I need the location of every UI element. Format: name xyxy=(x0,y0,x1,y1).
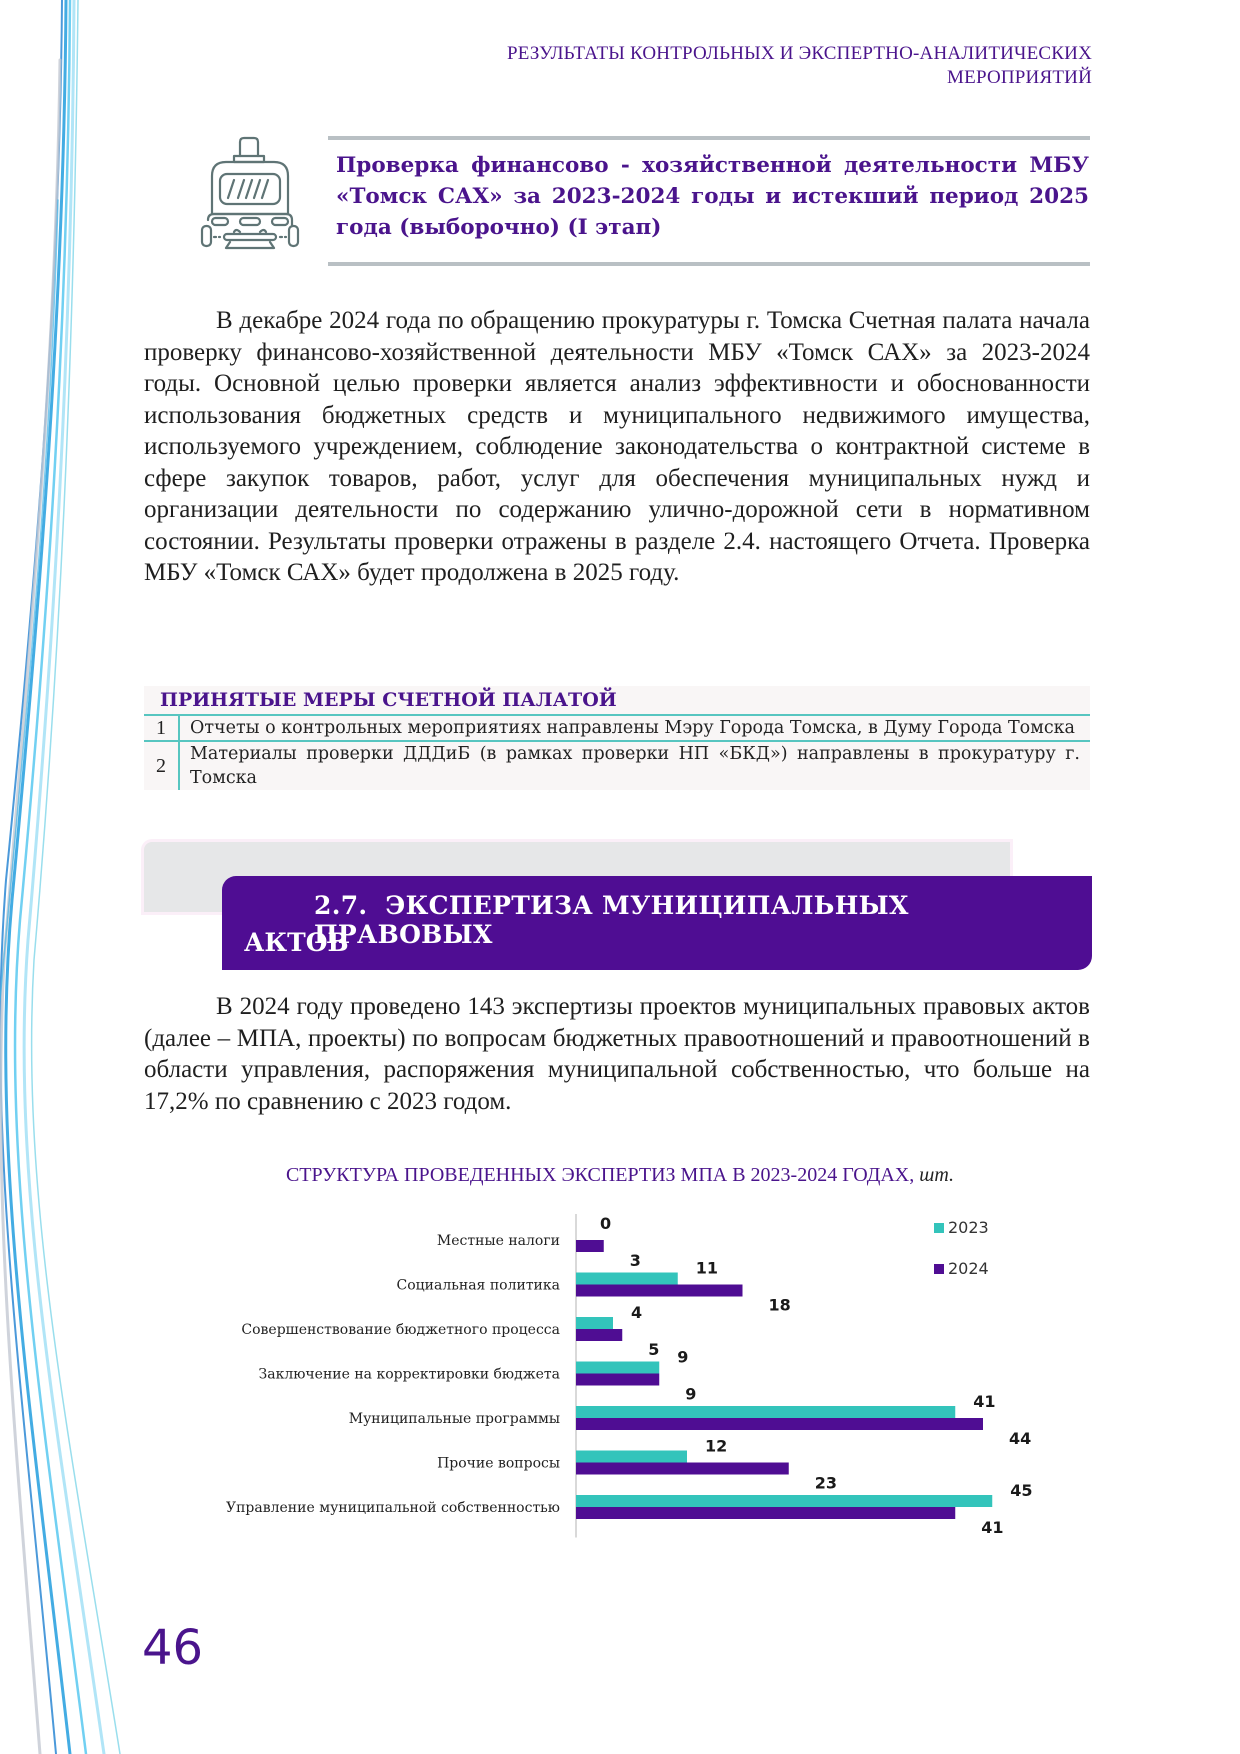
paragraph-expertise-summary xyxy=(144,991,1090,1117)
bar-2024 xyxy=(576,1418,983,1430)
measures-row-number: 2 xyxy=(144,742,180,790)
bar-2023 xyxy=(576,1273,678,1285)
measures-table xyxy=(144,686,1090,790)
legend-label-2024: 2024 xyxy=(948,1259,989,1278)
measures-row-text: Материалы проверки ДДДиБ (в рамках проверки НП «БКД») направлены в прокуратуру г. Томска xyxy=(190,744,1080,788)
bar-2024 xyxy=(576,1374,659,1386)
category-label: Местные налоги xyxy=(436,1233,560,1249)
bar-2024 xyxy=(576,1240,604,1252)
bar-2023 xyxy=(576,1495,992,1507)
bar-2023 xyxy=(576,1451,687,1463)
data-label-2023: 41 xyxy=(973,1392,996,1411)
chapter-title-line1: ЭКСПЕРТИЗА МУНИЦИПАЛЬНЫХ ПРАВОВЫХ xyxy=(314,891,909,949)
road-vehicle-icon xyxy=(196,136,304,254)
section-rule-bottom xyxy=(328,262,1090,266)
bar-2024 xyxy=(576,1329,622,1341)
data-label-2024: 9 xyxy=(685,1384,697,1404)
running-head xyxy=(507,42,1092,90)
paragraph-audit-description xyxy=(144,305,1090,589)
data-label-2024: 23 xyxy=(814,1473,838,1493)
bar-2024 xyxy=(576,1507,955,1519)
chart-title xyxy=(0,1164,1240,1187)
data-label-2024: 18 xyxy=(768,1295,791,1315)
paragraph-expertise-text: В 2024 году проведено 143 экспертизы проектов муниципальных правовых актов (далее – МПА, проекты) по вопросам бюджетных правоотношений и правоотношений в области управления, распоряжения муниципальной собственностью, что больше на 17,2% по сравнению с 2023 годом. xyxy=(144,993,1090,1115)
category-label: Прочие вопросы xyxy=(437,1455,560,1472)
measures-row xyxy=(144,716,1090,742)
category-label: Социальная политика xyxy=(396,1277,560,1294)
bar-2023 xyxy=(576,1362,659,1374)
data-label-2023: 4 xyxy=(631,1303,643,1322)
bar-2024 xyxy=(576,1463,789,1475)
measures-row-number: 1 xyxy=(144,716,180,740)
data-label-2023: 11 xyxy=(695,1258,719,1278)
bar-2023 xyxy=(576,1317,613,1329)
bar-2024 xyxy=(576,1285,743,1297)
section-rule-top xyxy=(328,136,1090,140)
measures-row-text: Отчеты о контрольных мероприятиях направлены Мэру Города Томска, в Думу Города Томска xyxy=(190,718,1075,738)
legend-swatch-2023 xyxy=(934,1223,944,1233)
section-title: Проверка финансово - хозяйственной деятельности МБУ «Томск САХ» за 2023-2024 годы и истекший период 2025 года (выборочно) (I этап) xyxy=(336,153,1089,240)
chapter-number: 2.7. xyxy=(314,891,368,920)
legend-swatch-2024 xyxy=(934,1264,944,1274)
data-label-2023: 12 xyxy=(705,1436,728,1456)
paragraph-audit-text: В декабре 2024 года по обращению прокуратуры г. Томска Счетная палата начала проверку финансово-хозяйственной деятельности МБУ «Томск САХ» за 2023-2024 годы. Основной целью проверки является анализ эффективности и обоснованности использования бюджетных средств и муниципального недвижимого имущества, используемого учреждением, соблюдение законодательства о контрактной системе в сфере закупок товаров, работ, услуг для обеспечения муниципальных нужд и организации деятельности по содержанию улично-дорожной сети в нормативном состоянии. Результаты проверки отражены в разделе 2.4. настоящего Отчета. Проверка МБУ «Томск САХ» будет продолжена в 2025 году. xyxy=(144,307,1090,586)
expertise-structure-bar-chart xyxy=(150,1212,1100,1552)
category-label: Совершенствование бюджетного процесса xyxy=(241,1322,560,1338)
data-label-2024: 3 xyxy=(629,1251,641,1270)
category-label: Муниципальные программы xyxy=(348,1411,560,1427)
chapter-banner xyxy=(222,876,1092,970)
category-label: Управление муниципальной собственностью xyxy=(225,1500,560,1516)
data-label-2023: 45 xyxy=(1010,1481,1033,1500)
bar-2023 xyxy=(576,1406,955,1418)
running-head-line2: МЕРОПРИЯТИЙ xyxy=(947,67,1092,88)
data-label-2023: 0 xyxy=(600,1214,612,1233)
category-label: Заключение на корректировки бюджета xyxy=(258,1366,560,1383)
page-number: 46 xyxy=(142,1620,204,1676)
data-label-2024: 41 xyxy=(981,1518,1004,1537)
data-label-2023: 9 xyxy=(677,1347,689,1367)
chart-title-unit: шт. xyxy=(919,1164,955,1186)
legend-label-2023: 2023 xyxy=(948,1218,989,1237)
data-label-2024: 5 xyxy=(648,1340,660,1359)
data-label-2024: 44 xyxy=(1009,1429,1032,1448)
running-head-line1: РЕЗУЛЬТАТЫ КОНТРОЛЬНЫХ И ЭКСПЕРТНО-АНАЛИТИЧЕСКИХ xyxy=(507,43,1092,64)
measures-heading: ПРИНЯТЫЕ МЕРЫ СЧЕТНОЙ ПАЛАТОЙ xyxy=(144,686,1090,716)
measures-row xyxy=(144,742,1090,790)
chapter-title-line2: АКТОВ xyxy=(244,928,349,957)
chart-title-main: СТРУКТУРА ПРОВЕДЕННЫХ ЭКСПЕРТИЗ МПА В 2023-2024 ГОДАХ, xyxy=(285,1164,915,1186)
